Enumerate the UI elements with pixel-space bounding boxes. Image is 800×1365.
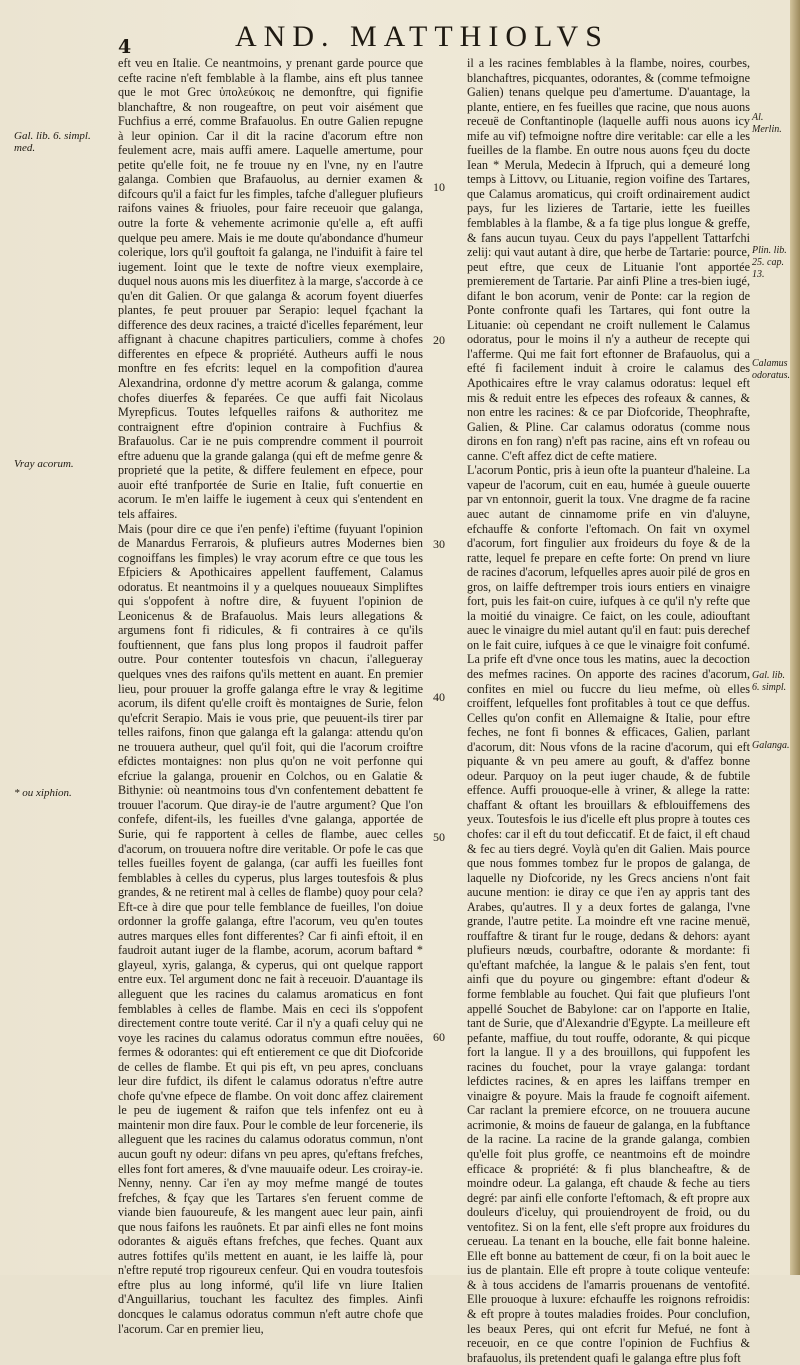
- page-number: 4: [118, 36, 132, 58]
- line-number: 60: [433, 1030, 445, 1044]
- book-spine: [790, 0, 800, 1275]
- margin-note-merula: Al. Merlin.: [752, 112, 782, 135]
- running-head: AND. MATTHIOLVS: [235, 20, 609, 53]
- margin-note-pline: Plin. lib. 25. cap. 13.: [752, 245, 787, 280]
- left-paragraph-2: Mais (pour dire ce que i'en penfe) i'eftime (fuyuant l'opinion de Manardus Ferrarois, & plufieurs autres Modernes bien cognoiffans les fimples) le vray acorum eftre ce que tous les Efpiciers & Apothicaires appellent fauffement, Calamus odoratus. Et neantmoins il y a quelques nouueaux Simpliftes qui s'oppofent à noftre dire, & fuyuent l'opinion de Leonicenus & de Brafauolus. Mais leurs allegations & argumens font fi ridicules, & fi contraires à ce qu'ils fouftiennent, que fans plus long propos il faudroit paffer outre. Pour contenter toutesfois vn chacun, i'allegueray quelques vnes des raifons qu'ils mettent en auant. En premier lieu, pour prouuer la groffe galanga eftre le vray & legitime acorum, ils difent qu'elle croift ès montaignes de Surie, felon qu'efcrit Serapio. Mais ie vous prie, que peuuent-ils tirer par telles raifons, finon que galanga eft la galanga: attendu qu'on ne trouuera autheur, quel qu'il foit, qui die l'acorum croiftre efdictes montaignes: non plus qu'on ne voit perfonne qui efcriue la galanga, prouenir en Colchos, ou en Galatie & Bithynie: où neantmoins tous d'vn confentement debattent fe trouuer l'acorum. Que diray-ie de l'autre argument? Que l'on confefe, difent-ils, les fueilles d'vne galanga, apportée de Surie, qui fe rapportent à celles de flambe, auec celles d'acorum, on trouuera noftre dire veritable. Or pofe le cas que telles fueilles foyent de galanga, (car auffi les fueilles font femblables à celles du cyperus, plus larges toutesfois & plus grandes, & ne retirent mal à celles de flambe) quoy pour cela? Eft-ce à dire que pour telle femblance de fueilles, l'on doiue ordonner la groffe galanga, eftre l'acorum, veu qu'en toutes autres marques elles font differentes? Car fi ainfi eftoit, il en faudroit autant iuger de la flambe, acorum, acorum baftard * glayeul, xyris, galanga, & cyperus, qui ont quelque rapport entre eux. Tel argument donc ne fait à receuoir. D'auantage ils alleguent que les racines du calamus aromaticus en font femblables à celles de flambe. Mais en ceci ils s'oppofent directement contre toute verité. Car il n'y a quafi celuy qui ne voye les racines du calamus odoratus commun eftre nouëes, fermes & odorantes: qui eft entierement ce que dit Diofcoride de celles de flambe. Et qui pis eft, vn peu apres, concluans leur dire fufdict, ils difent le calamus odoratus n'eftre autre chofe qu'vne efpece de flambe. On voit donc affez clairement le peu de iugement & raifon que tels infenfez ont eu à maintenir mon dire faux. Pour le comble de leur forcenerie, ils alleguent que les racines du calamus odoratus commun, n'ont aucun gouft ny odeur: difans vn peu apres, qu'eftans frefches, elles font fort ameres, & d'vne mauuaife odeur. Les croiray-ie. Nenny, nenny. Car i'en ay moy mefme mangé de toutes frefches, & fçay que les Tartares s'en feruent comme de viande bien fauoureufe, & les mangent auec leur pain, ainfi que nous faifons les rauônets. Et par ainfi elles ne font moins odorantes & aiguës eftans frefches, que feches. Quant aux autres fottifes qu'ils mettent en auant, ie les laiffe là, pour n'eftre reputé trop rigoureux cenfeur. Qui en voudra toutesfois eftre plus au long informé, qu'il life vn liure Italien d'Anguillarius, touchant les facultez des fimples. Ainfi doncques le calamus odoratus commun n'eft autre chofe que l'acorum. Car en premier lieu,: [118, 521, 423, 1336]
- margin-note-vray-acorum: Vray acorum.: [14, 458, 74, 470]
- margin-note-gal-simpl: Gal. lib. 6. simpl.: [752, 670, 787, 693]
- right-text-column: [467, 56, 750, 1365]
- left-paragraph-1: eft veu en Italie. Ce neantmoins, y prenant garde pource que cefte racine n'eft femblable à la flambe, ains eft plus tannee que le mot Grec ὑπολεύκοις ne demonftre, qui fignifie blanchaftre, & non rougeaftre, on peut voir aisément que Fuchfius a erré, comme Brafauolus. En outre Galien repugne à leur opinion. Car il dit la racine d'acorum eftre non feulement acre, mais auffi amere. Laquelle amertume, pour petite qu'elle foit, ne fe trouue ny en l'vne, ny en l'autre galanga. Combien que Brafauolus, au dernier examen & difcours qu'il a faict fur les fimples, tafche d'alleguer plufieurs raifons vaines & friuoles, pour faire receuoir que galanga, outre la forte & vehemente acrimonie qu'elle a, eft auffi quelque peu amere. Mais ie me doute qu'abondance d'humeur colerique, lors qu'il gouftoit fa galanga, ne l'induifit à faire tel iugement. Ioint que le texte de noftre vieux exemplaire, duquel nous auons mis les diuerfitez à la marge, s'accorde à ce qu'en dit Galien. Or que galanga & acorum foyent diuerfes plantes, fe peut prouuer par Serapio: lequel fçachant la difference des deux racines, a traicté d'icelles feparément, leur affignant à chacune chapitres particuliers, comme à chofes differentes en efpece & propriété. Autheurs auffi le nous monftre en fes efcrits: lequel en la compofition d'aurea Alexandrina, ordonne d'y mettre acorum & galanga, comme chofes diuerfes & feparées. Ce que auffi fait Nicolaus Myrepficus. Toutes lefquelles raifons & authoritez me contraignent eftre d'opinion contraire à Fuchfius & Brafauolus. Car ie ne puis comprendre comment il pourroit eftre aduenu que la grande galanga (qui eft de mefme genre & proprieté que la petite, & differe feulement en efpece, pour auoir efté tranfportée de Surie en Italie, fuft conuertie en acorum. Ie m'en laiffe le iugement à ceux qui s'entendent en tels affaires.: [118, 56, 423, 521]
- line-number: 10: [433, 180, 445, 194]
- right-paragraph-1: il a les racines femblables à la flambe, noires, courbes, blanchaftres, picquantes, odorantes, & (comme tefmoigne Galien) tenans quelque peu d'amertume. D'auantage, la plante, entiere, en fes fueilles que racine, que nous auons receuë de Conftantinople (laquelle auffi nous auons icy mife au vif) tefmoigne noftre dire veritable: car elle a les fueilles de la flambe. En outre nous auons fçeu du docte Iean * Merula, Medecin à Ifpruch, qui a demeuré long temps à Littovv, ou Lituanie, region voifine des Tartares, que Calamus aromaticus, qui croift ordinairement audict pays, fur les lizieres de Tartarie, iette les fueilles femblables à la flambe, & a fa tige plus longue & greffe, & fans aucun tuyau. Ceux du pays l'appellent Tattarfchi zelij: qui vaut autant à dire, que herbe de Tartarie: pource, peut eftre, que ceux de Lituanie l'ont apportée premierement de Tartarie. Par ainfi Pline a tres-bien iugé, difant le bon acorum, venir de Ponte: car la region de Ponte confronte quafi les Tartares, qui font outre la Lituanie: où cependant ne croift nullement le Calamus odoratus, pour le moins il n'y a autheur de recepte qui l'afferme. Qui me fait fort eftonner de Brafauolus, qui a efté fi facilement induit à croire le calamus des Apothicaires eftre le vray calamus odoratus: lequel eft mis & reduit entre les efpeces des rofeaux & cannes, & non entre les racines: & ce par Diofcoride, Theophrafte, Galien, & Pline. Car calamus odoratus (comme nous dirons en fon rang) n'eft pas racine, ains eft vn rofeau ou canne. C'eft affez dict de cefte matiere.: [467, 56, 750, 463]
- left-text-column: [118, 56, 423, 1336]
- margin-note-calamus-odoratus: Calamus odoratus.: [752, 358, 791, 381]
- line-number: 30: [433, 537, 445, 551]
- line-number: 40: [433, 690, 445, 704]
- margin-note-galien: Gal. lib. 6. simpl. med.: [14, 130, 91, 154]
- margin-note-galanga: Galanga.: [752, 740, 790, 751]
- margin-note-xiphion: * ou xiphion.: [14, 787, 72, 799]
- line-number: 20: [433, 333, 445, 347]
- right-paragraph-2: L'acorum Pontic, pris à ieun ofte la puanteur d'haleine. La vapeur de l'acorum, cuit en eau, humée à gueule ouuerte par vn entonnoir, guerit la toux. Vne dragme de fa racine auec autant de cinnamome prife en vin d'aluyne, efchauffe & conforte l'eftomach. On fait vn oxymel d'acorum, fort fingulier aux froideurs du foye & de la ratte, lequel fe prepare en cefte forte: On prend vn liure de racines d'acorum, lefquelles apres auoir pilé de gros en gros, on laiffe deftremper trois iours entiers en vinaigre fort, puis les fait-on cuire, iufques à ce qu'il n'y refte que la moitié du vinaigre. Ce faict, on les coule, adiouftant auec le vinaigre du miel autant qu'il en faut: puis derechef on le fait cuire, iufques à ce que le vinaigre foit confumé. La prife eft d'vne once tous les matins, auec la decoction des mefmes racines. On apporte des racines d'acorum, confites en miel ou fuccre du lieu mefme, où elles croiffent, lefquelles font profitables à tout ce que deffus. Celles qu'on confit en Allemaigne & Italie, pour eftre feches, ne font fi bonnes & efficaces, Galien, parlant d'acorum, dit: Nous vfons de la racine d'acorum, qui eft piquante & vn peu amere au gouft, & d'affez bonne odeur. Parquoy on la peut iuger chaude, & de fubtile effence. Auffi prouoque-elle à vriner, & allege la ratte: chaffant & oftant les brouillars & efblouiffemens des yeux. Toutesfois le ius d'icelle eft plus propre à toutes ces chofes: car il eft du tout deficcatif. Et de faict, il eft chaud & fec au tiers degré. Voylà qu'en dit Galien. Mais pource que nous fommes tombez fur le propos de galanga, de laquelle ny Diofcoride, ny les Grecs anciens n'ont fait aucune mention: ie diray ce que i'en ay appris tant des Arabes, qu'autres. Il y a deux fortes de galanga, l'vne grande, l'autre petite. La moindre eft vne racine menuë, rouffaftre & tirant fur le rouge, dedans & dehors: ayant plufieurs nœuds, courbaftre, odorante & mordante: fi qu'eftant mafchée, la langue & le palais s'en fent, tout ainfi que du poyure ou gingembre: eftant d'odeur & forme femblable au fouchet. Qui fait que plufieurs l'ont appellé Souchet de Babylone: car on l'apporte en Italie, tant de Surie, que d'Alexandrie d'Egypte. La meilleure eft pefante, maffiue, du tout rouffe, odorante, & qui picque fort la langue. Il y a des brouillons, qui fuppofent les racines du fouchet, pour la vraye galanga: tordant lefdictes racines, & en apres les laiffans tremper en vinaigre & poyure. Mais la fraude fe cognoift aifement. Car raclant la premiere efcorce, on ne trouuera aucune acrimonie, & moins de faueur de galanga, en la fubftance de la racine. La racine de la grande galanga, combien qu'elle foit plus groffe, ce neantmoins eft de moindre efficace & propriété: & fi plus blancheaftre, & de moindre odeur. La galanga, eft chaude & feche au tiers degré: par ainfi elle conforte l'eftomach, & eft propre aux douleurs d'iceluy, qui prouiendroyent de froid, ou du ventofitez. Si on la fent, elle s'eft propre aux froidures du cerueau. La tenant en la bouche, elle fait bonne haleine. Elle eft bonne au battement de cœur, fi on la boit auec le ius de plantain. Elle eft propre à toute colique venteufe: & à tous accidens de l'amarris prouenans de ventofité. Elle prouoque à luxure: efchauffe les roignons refroidis: & eft propre à toutes maladies froides. Pour conclufion, les beaux Peres, qui ont efcrit fur Mefué, ne font à receuoir, en ce que contre l'opinion de Fuchfius & brafauolus, ils pretendent quafi le galanga eftre plus foft: [467, 463, 750, 1365]
- line-number: 50: [433, 830, 445, 844]
